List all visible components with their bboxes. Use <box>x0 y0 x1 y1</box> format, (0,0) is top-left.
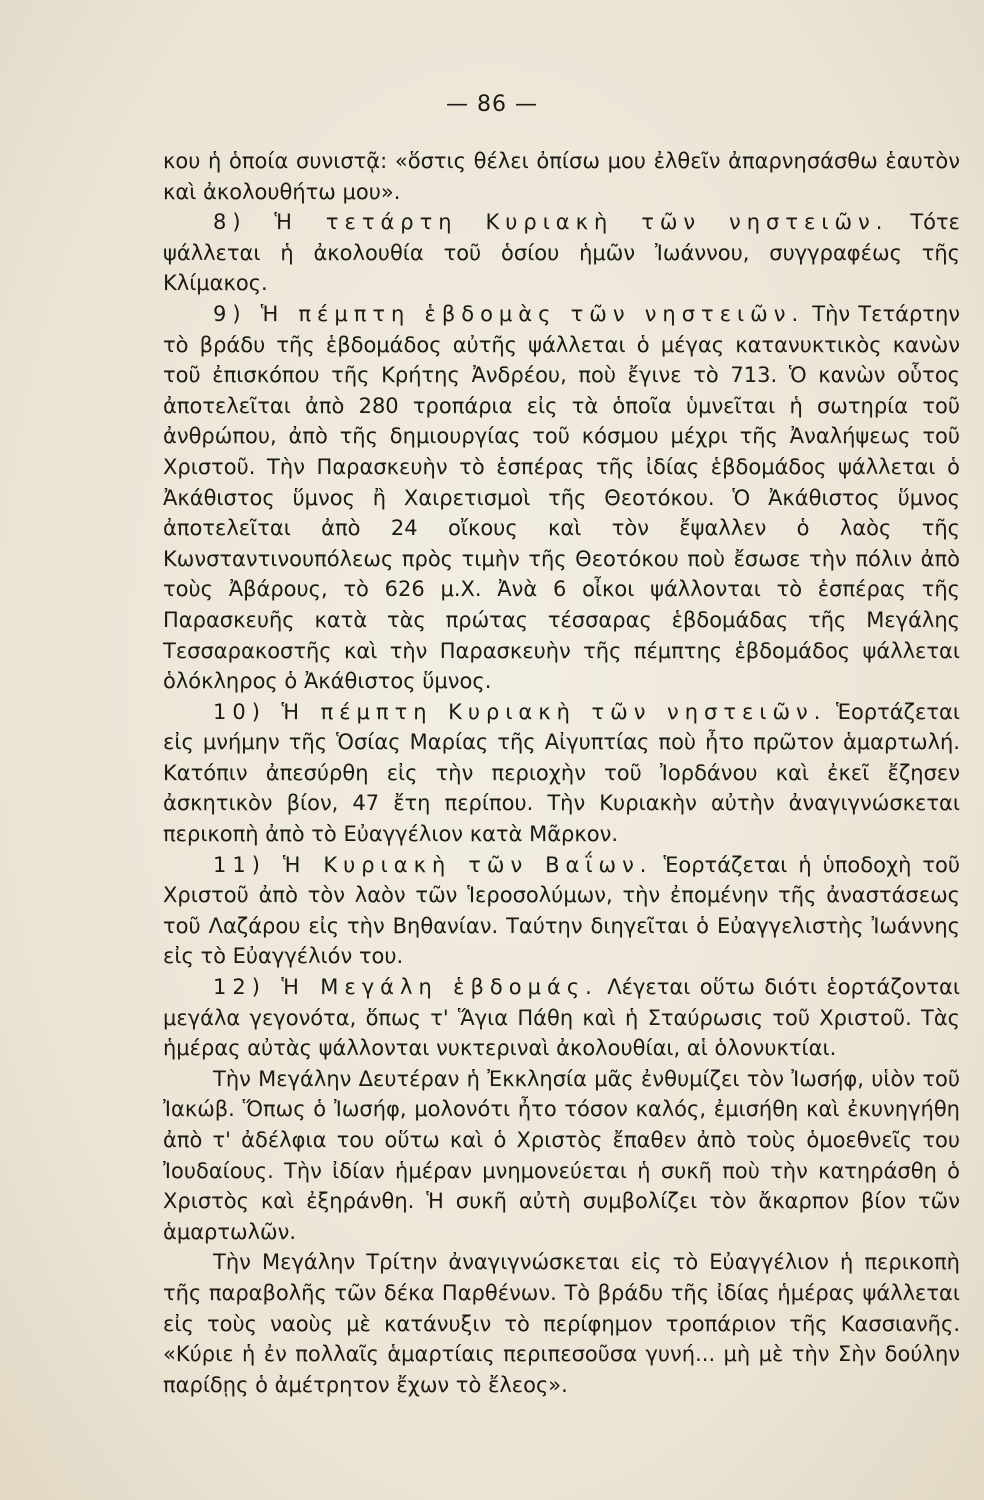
section-heading: 9) Ἡ πέμπτη ἑβδομὰς τῶν νηστειῶν. <box>213 301 805 326</box>
paragraph-text: Τὴν Μεγάλην Δευτέραν ἡ Ἐκκλησία μᾶς ἐνθυμίζει τὸν Ἰωσήφ, υἱὸν τοῦ Ἰακώβ. Ὅπως ὁ Ἰωσήφ, μολονότι ἦτο τόσον καλός, ἐμισήθη καὶ ἐκυνηγήθη ἀπὸ τ' ἀδέλφια του οὕτω καὶ ὁ Χριστὸς ἔπαθεν ἀπὸ τοὺς ὁμοεθνεῖς του Ἰουδαίους. Τὴν ἰδίαν ἡμέραν μνημονεύεται ἡ συκῆ ποὺ τὴν κατηράσθη ὁ Χριστὸς καὶ ἐξηράνθη. Ἡ συκῆ αὐτὴ συμβολίζει τὸν ἄκαρπον βίον τῶν ἁμαρτωλῶν. <box>163 1066 960 1244</box>
paragraph-1 <box>163 146 960 207</box>
section-heading: 11) Ἡ Κυριακὴ τῶν Βαΐων. <box>213 852 653 877</box>
page-number: — 86 — <box>446 92 538 117</box>
paragraph-3 <box>163 299 960 697</box>
paragraph-text: Τότε ψάλλεται ἡ ἀκολουθία τοῦ ὁσίου ἡμῶν Ἰωάννου, συγγραφέως τῆς Κλίμακος. <box>163 210 960 296</box>
paragraph-text: Ἑορτάζεται εἰς μνήμην τῆς Ὁσίας Μαρίας τῆς Αἰγυπτίας ποὺ ἦτο πρῶτον ἁμαρτωλή. Κατόπιν ἀπεσύρθη εἰς τὴν περιοχὴν τοῦ Ἰορδάνου καὶ ἐκεῖ ἔζησεν ἀσκητικὸν βίον, 47 ἔτη περίπου. Τὴν Κυριακὴν αὐτὴν ἀναγιγνώσκεται περικοπὴ ἀπὸ τὸ Εὐαγγέλιον κατὰ Μᾶρκον. <box>163 699 960 847</box>
paragraph-text: Τὴν Τετάρτην τὸ βράδυ τῆς ἑβδομάδος αὐτῆς ψάλλεται ὁ μέγας κατανυκτικὸς κανὼν τοῦ ἐπισκόπου τῆς Κρήτης Ἀνδρέου, ποὺ ἔγινε τὸ 713. Ὁ κανὼν οὗτος ἀποτελεῖται ἀπὸ 280 τροπάρια εἰς τὰ ὁποῖα ὑμνεῖται ἡ σωτηρία τοῦ ἀνθρώπου, ἀπὸ τῆς δημιουργίας τοῦ κόσμου μέχρι τῆς Ἀναλήψεως τοῦ Χριστοῦ. Τὴν Παρασκευὴν τὸ ἑσπέρας τῆς ἰδίας ἑβδομάδος ψάλλεται ὁ Ἀκάθιστος ὕμνος ἢ Χαιρετισμοὶ τῆς Θεοτόκου. Ὁ Ἀκάθιστος ὕμνος ἀποτελεῖται ἀπὸ 24 οἴκους καὶ τὸν ἔψαλλεν ὁ λαὸς τῆς Κωνσταντινουπόλεως πρὸς τιμὴν τῆς Θεοτόκου ποὺ ἔσωσε τὴν πόλιν ἀπὸ τοὺς Ἀβάρους, τὸ 626 μ.Χ. Ἀνὰ 6 οἶκοι ψάλλονται τὸ ἑσπέρας τῆς Παρασκευῆς κατὰ τὰς πρώτας τέσσαρας ἑβδομάδας τῆς Μεγάλης Τεσσαρακοστῆς καὶ τὴν Παρασκευὴν τῆς πέμπτης ἑβδομάδος ψάλλεται ὁλόκληρος ὁ Ἀκάθιστος ὕμνος. <box>163 301 960 694</box>
body-text <box>163 146 960 1400</box>
section-heading: 10) Ἡ πέμπτη Κυριακὴ τῶν νηστειῶν. <box>213 699 827 724</box>
paragraph-7 <box>163 1064 960 1248</box>
paragraph-4 <box>163 697 960 850</box>
paragraph-6 <box>163 972 960 1064</box>
paragraph-2 <box>163 207 960 299</box>
paragraph-text: Τὴν Μεγάλην Τρίτην ἀναγιγνώσκεται εἰς τὸ Εὐαγγέλιον ἡ περικοπὴ τῆς παραβολῆς τῶν δέκα Παρθένων. Τὸ βράδυ τῆς ἰδίας ἡμέρας ψάλλεται εἰς τοὺς ναοὺς μὲ κατάνυξιν τὸ περίφημον τροπάριον τῆς Κασσιανῆς. «Κύριε ἡ ἐν πολλαῖς ἁμαρτίαις περιπεσοῦσα γυνή... μὴ μὲ τὴν Σὴν δούλην παρίδῃς ὁ ἀμέτρητον ἔχων τὸ ἔλεος». <box>163 1250 960 1397</box>
paragraph-8 <box>163 1247 960 1400</box>
paragraph-text: Ἑορτάζεται ἡ ὑποδοχὴ τοῦ Χριστοῦ ἀπὸ τὸν λαὸν τῶν Ἱεροσολύμων, τὴν ἐπομένην τῆς ἀναστάσεως τοῦ Λαζάρου εἰς τὴν Βηθανίαν. Ταύτην διηγεῖται ὁ Εὐαγγελιστὴς Ἰωάννης εἰς τὸ Εὐαγγέλιόν του. <box>163 852 961 969</box>
section-heading: 12) Ἡ Μεγάλη ἑβδομάς. <box>213 975 598 1000</box>
paragraph-5 <box>163 850 960 972</box>
section-heading: 8) Ἡ τετάρτη Κυριακὴ τῶν νηστειῶν. <box>213 210 889 235</box>
paragraph-text: κου ἡ ὁποία συνιστᾷ: «ὅστις θέλει ὀπίσω μου ἐλθεῖν ἀπαρνησάσθω ἑαυτὸν καὶ ἀκολουθήτω μου». <box>163 149 960 204</box>
paragraph-text: Λέγεται οὕτω διότι ἑορτάζονται μεγάλα γεγονότα, ὅπως τ' Ἅγια Πάθη καὶ ἡ Σταύρωσις τοῦ Χριστοῦ. Τὰς ἡμέρας αὐτὰς ψάλλονται νυκτεριναὶ ἀκολουθίαι, αἱ ὁλονυκτίαι. <box>163 975 960 1061</box>
